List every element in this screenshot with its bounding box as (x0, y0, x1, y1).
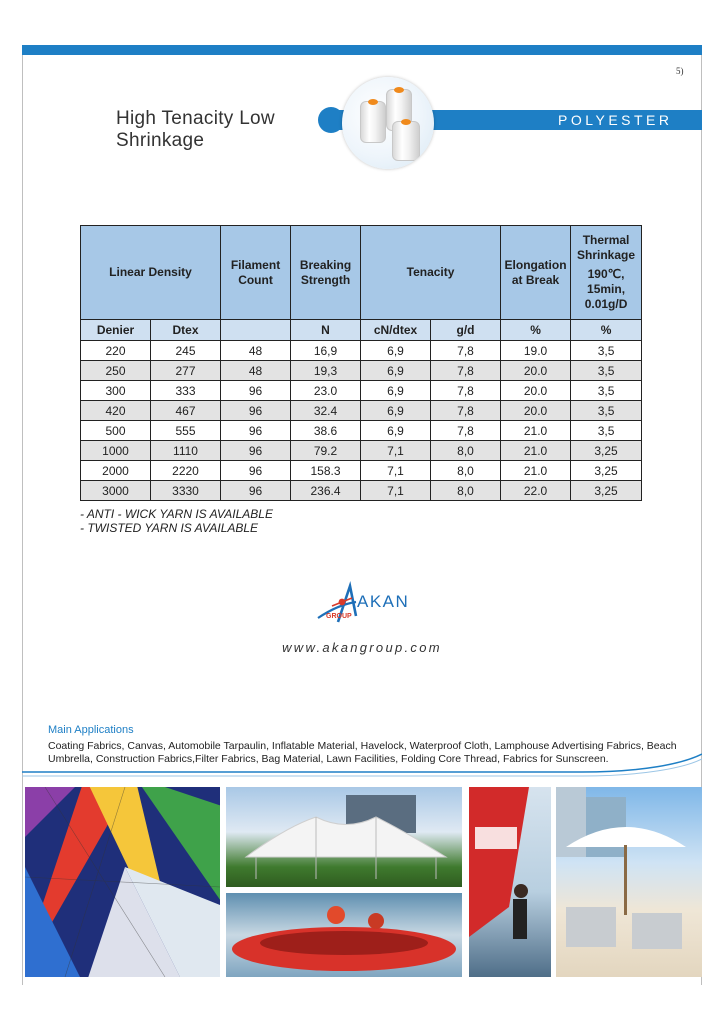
cell-filament: 96 (221, 461, 291, 481)
table-body (81, 341, 642, 501)
cell-g-d: 7,8 (431, 341, 501, 361)
cell-dtex: 555 (151, 421, 221, 441)
cell-g-d: 8,0 (431, 461, 501, 481)
cell-filament: 96 (221, 481, 291, 501)
cell-dtex: 277 (151, 361, 221, 381)
cell-cn-dtex: 6,9 (361, 361, 431, 381)
product-title (116, 108, 275, 152)
header-linear-density: Linear Density (81, 226, 221, 320)
cell-strength: 23.0 (291, 381, 361, 401)
cell-filament: 96 (221, 381, 291, 401)
beach-illustration (556, 787, 702, 977)
website-url[interactable]: www.akangroup.com (282, 640, 442, 655)
tent-photo (226, 787, 462, 887)
cell-shrinkage: 3,5 (571, 421, 642, 441)
cell-strength: 38.6 (291, 421, 361, 441)
cell-cn-dtex: 6,9 (361, 341, 431, 361)
category-label: POLYESTER (558, 112, 673, 128)
product-title-line-1: High Tenacity Low (116, 108, 275, 129)
cell-strength: 16,9 (291, 341, 361, 361)
logo-text: AKAN (357, 592, 410, 611)
tent-illustration (226, 787, 462, 887)
cell-denier: 1000 (81, 441, 151, 461)
decorative-swoosh (22, 750, 702, 780)
specification-table (80, 225, 642, 501)
cell-shrinkage: 3,5 (571, 341, 642, 361)
cell-g-d: 8,0 (431, 441, 501, 461)
windsurf-photo (469, 787, 551, 977)
product-title-line-2: Shrinkage (116, 130, 205, 151)
header-breaking-strength: Breaking Strength (291, 226, 361, 320)
unit-shrinkage: % (571, 320, 642, 341)
yarn-spools-image (342, 77, 434, 169)
cell-denier: 3000 (81, 481, 151, 501)
cell-cn-dtex: 6,9 (361, 421, 431, 441)
table-row (81, 441, 642, 461)
cell-elongation: 20.0 (501, 401, 571, 421)
unit-cn-dtex: cN/dtex (361, 320, 431, 341)
cell-elongation: 21.0 (501, 441, 571, 461)
cell-g-d: 7,8 (431, 421, 501, 441)
page-number: 5) (676, 66, 684, 76)
cell-dtex: 1110 (151, 441, 221, 461)
cell-denier: 220 (81, 341, 151, 361)
header-filament-count: Filament Count (221, 226, 291, 320)
cell-filament: 96 (221, 441, 291, 461)
note-anti-wick: - ANTI - WICK YARN IS AVAILABLE (80, 507, 273, 521)
cell-shrinkage: 3,25 (571, 481, 642, 501)
cell-cn-dtex: 6,9 (361, 401, 431, 421)
header-thermal-condition: 190℃, 15min, 0.01g/D (584, 267, 628, 311)
unit-strength: N (291, 320, 361, 341)
cell-strength: 19,3 (291, 361, 361, 381)
applications-text: Coating Fabrics, Canvas, Automobile Tarpaulin, Inflatable Material, Havelock, Waterproof Cloth, Lamphouse Advertising Fabrics, Beach Umbrella, Construction Fabrics,Filter Fabrics, Bag Material, Lawn Facilities, Folding Core Thread, Fabrics for Sunscreen. (48, 740, 677, 765)
cell-cn-dtex: 7,1 (361, 481, 431, 501)
cell-dtex: 245 (151, 341, 221, 361)
cell-filament: 48 (221, 341, 291, 361)
unit-filament (221, 320, 291, 341)
unit-dtex: Dtex (151, 320, 221, 341)
beach-umbrella-photo (556, 787, 702, 977)
hot-air-balloon-photo (25, 787, 220, 977)
cell-dtex: 2220 (151, 461, 221, 481)
cell-elongation: 20.0 (501, 381, 571, 401)
cell-shrinkage: 3,25 (571, 461, 642, 481)
logo-group-text: GROUP (326, 613, 352, 620)
header-elongation: Elongation at Break (501, 226, 571, 320)
cell-elongation: 21.0 (501, 421, 571, 441)
cell-filament: 48 (221, 361, 291, 381)
note-twisted-yarn: - TWISTED YARN IS AVAILABLE (80, 521, 259, 535)
cell-denier: 420 (81, 401, 151, 421)
unit-denier: Denier (81, 320, 151, 341)
cell-g-d: 7,8 (431, 381, 501, 401)
cell-denier: 2000 (81, 461, 151, 481)
rafting-photo (226, 893, 462, 977)
unit-elongation: % (501, 320, 571, 341)
cell-elongation: 19.0 (501, 341, 571, 361)
table-row (81, 401, 642, 421)
yarn-spool (360, 101, 386, 143)
cell-dtex: 3330 (151, 481, 221, 501)
cell-denier: 300 (81, 381, 151, 401)
page-frame-left (22, 55, 23, 985)
header-thermal-shrinkage (571, 226, 642, 320)
cell-shrinkage: 3,5 (571, 401, 642, 421)
applications-title: Main Applications (48, 724, 134, 736)
table-row (81, 381, 642, 401)
cell-g-d: 7,8 (431, 361, 501, 381)
table-row (81, 481, 642, 501)
table-row (81, 341, 642, 361)
cell-strength: 236.4 (291, 481, 361, 501)
balloon-illustration (25, 787, 220, 977)
cell-denier: 250 (81, 361, 151, 381)
cell-elongation: 21.0 (501, 461, 571, 481)
cell-cn-dtex: 7,1 (361, 461, 431, 481)
cell-g-d: 8,0 (431, 481, 501, 501)
cell-strength: 32.4 (291, 401, 361, 421)
yarn-spool (392, 121, 420, 161)
cell-cn-dtex: 7,1 (361, 441, 431, 461)
cell-dtex: 333 (151, 381, 221, 401)
cell-elongation: 20.0 (501, 361, 571, 381)
header-tenacity: Tenacity (361, 226, 501, 320)
table-row (81, 421, 642, 441)
table-row (81, 461, 642, 481)
cell-shrinkage: 3,5 (571, 381, 642, 401)
cell-denier: 500 (81, 421, 151, 441)
cell-filament: 96 (221, 401, 291, 421)
cell-strength: 79.2 (291, 441, 361, 461)
top-accent-bar (22, 45, 702, 55)
raft-illustration (226, 893, 462, 977)
table-row (81, 361, 642, 381)
header-thermal-shrinkage-label: Thermal Shrinkage (577, 233, 636, 262)
cell-filament: 96 (221, 421, 291, 441)
cell-strength: 158.3 (291, 461, 361, 481)
cell-shrinkage: 3,25 (571, 441, 642, 461)
cell-dtex: 467 (151, 401, 221, 421)
cell-cn-dtex: 6,9 (361, 381, 431, 401)
windsurf-illustration (469, 787, 551, 977)
cell-elongation: 22.0 (501, 481, 571, 501)
cell-shrinkage: 3,5 (571, 361, 642, 381)
cell-g-d: 7,8 (431, 401, 501, 421)
unit-g-d: g/d (431, 320, 501, 341)
